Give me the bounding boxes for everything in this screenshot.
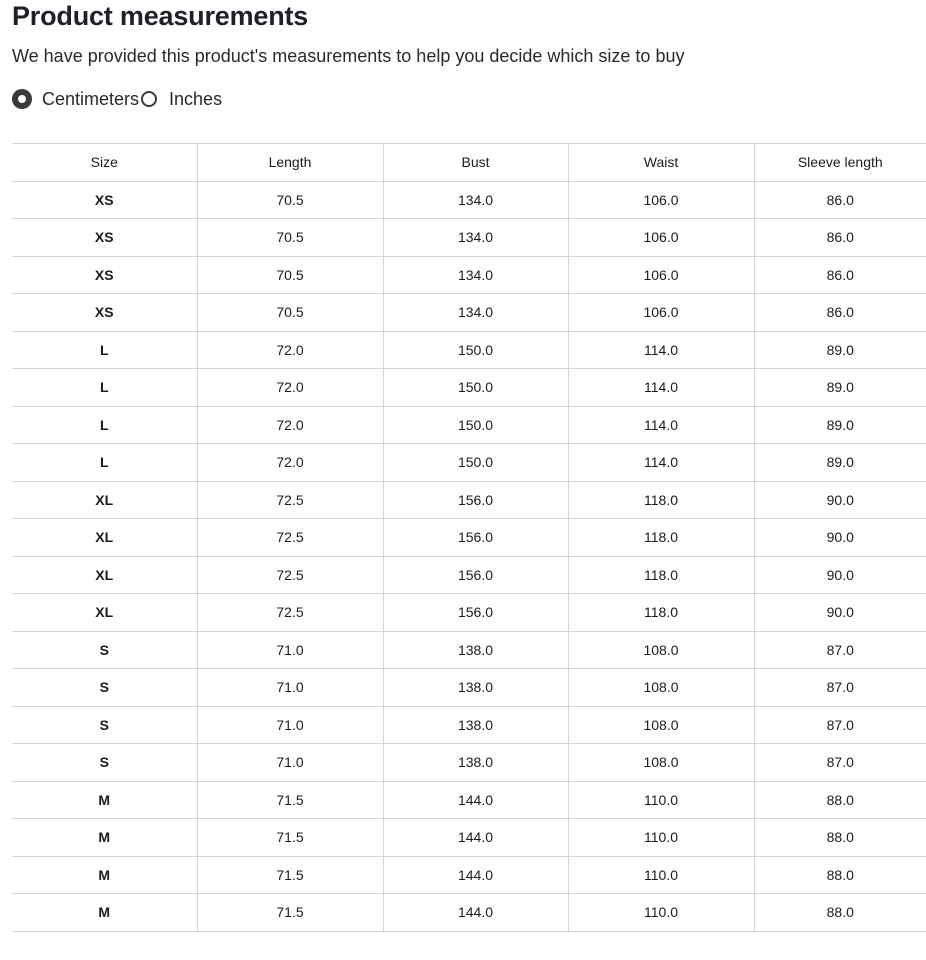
cell-sleeve-length: 89.0 bbox=[754, 406, 926, 444]
cell-bust: 150.0 bbox=[383, 444, 568, 482]
unit-option-label: Inches bbox=[169, 88, 223, 109]
cell-length: 70.5 bbox=[197, 181, 383, 219]
radio-checked-icon[interactable] bbox=[12, 89, 32, 109]
column-header-size: Size bbox=[12, 144, 197, 182]
cell-waist: 118.0 bbox=[568, 519, 754, 557]
radio-unchecked-icon[interactable] bbox=[141, 91, 157, 107]
table-row bbox=[12, 781, 926, 819]
cell-length: 70.5 bbox=[197, 256, 383, 294]
table-row bbox=[12, 181, 926, 219]
cell-length: 72.5 bbox=[197, 481, 383, 519]
cell-bust: 144.0 bbox=[383, 856, 568, 894]
cell-waist: 118.0 bbox=[568, 594, 754, 632]
column-header-waist: Waist bbox=[568, 144, 754, 182]
cell-bust: 150.0 bbox=[383, 406, 568, 444]
column-header-sleeve-length: Sleeve length bbox=[754, 144, 926, 182]
cell-bust: 150.0 bbox=[383, 369, 568, 407]
cell-length: 72.0 bbox=[197, 369, 383, 407]
cell-length: 71.5 bbox=[197, 781, 383, 819]
table-row bbox=[12, 819, 926, 857]
cell-length: 72.5 bbox=[197, 519, 383, 557]
cell-size: S bbox=[12, 706, 197, 744]
cell-size: XL bbox=[12, 481, 197, 519]
measurements-table bbox=[12, 143, 926, 932]
table-row bbox=[12, 519, 926, 557]
cell-length: 71.0 bbox=[197, 744, 383, 782]
table-row bbox=[12, 631, 926, 669]
column-header-length: Length bbox=[197, 144, 383, 182]
cell-size: XL bbox=[12, 594, 197, 632]
cell-bust: 156.0 bbox=[383, 481, 568, 519]
cell-sleeve-length: 89.0 bbox=[754, 369, 926, 407]
unit-option-centimeters[interactable] bbox=[12, 89, 139, 110]
cell-size: XS bbox=[12, 181, 197, 219]
cell-length: 71.0 bbox=[197, 631, 383, 669]
cell-size: M bbox=[12, 894, 197, 932]
cell-waist: 110.0 bbox=[568, 856, 754, 894]
cell-sleeve-length: 87.0 bbox=[754, 706, 926, 744]
column-header-bust: Bust bbox=[383, 144, 568, 182]
cell-bust: 138.0 bbox=[383, 706, 568, 744]
cell-bust: 138.0 bbox=[383, 669, 568, 707]
cell-length: 71.5 bbox=[197, 894, 383, 932]
cell-sleeve-length: 90.0 bbox=[754, 519, 926, 557]
cell-length: 72.0 bbox=[197, 331, 383, 369]
unit-option-label: Centimeters bbox=[42, 88, 140, 109]
table-row bbox=[12, 369, 926, 407]
cell-sleeve-length: 90.0 bbox=[754, 594, 926, 632]
table-row bbox=[12, 594, 926, 632]
cell-waist: 106.0 bbox=[568, 256, 754, 294]
cell-waist: 108.0 bbox=[568, 744, 754, 782]
cell-bust: 134.0 bbox=[383, 181, 568, 219]
cell-bust: 138.0 bbox=[383, 631, 568, 669]
cell-size: S bbox=[12, 744, 197, 782]
cell-size: M bbox=[12, 781, 197, 819]
cell-waist: 110.0 bbox=[568, 781, 754, 819]
cell-waist: 114.0 bbox=[568, 331, 754, 369]
cell-waist: 106.0 bbox=[568, 294, 754, 332]
table-row bbox=[12, 406, 926, 444]
table-row bbox=[12, 856, 926, 894]
cell-size: XL bbox=[12, 556, 197, 594]
cell-sleeve-length: 90.0 bbox=[754, 556, 926, 594]
cell-sleeve-length: 89.0 bbox=[754, 331, 926, 369]
cell-bust: 134.0 bbox=[383, 294, 568, 332]
cell-length: 71.0 bbox=[197, 669, 383, 707]
cell-sleeve-length: 90.0 bbox=[754, 481, 926, 519]
cell-bust: 144.0 bbox=[383, 894, 568, 932]
cell-waist: 114.0 bbox=[568, 406, 754, 444]
cell-bust: 150.0 bbox=[383, 331, 568, 369]
cell-size: M bbox=[12, 856, 197, 894]
cell-sleeve-length: 86.0 bbox=[754, 256, 926, 294]
cell-length: 70.5 bbox=[197, 294, 383, 332]
table-row bbox=[12, 556, 926, 594]
cell-size: L bbox=[12, 331, 197, 369]
cell-size: XS bbox=[12, 256, 197, 294]
table-row bbox=[12, 331, 926, 369]
cell-sleeve-length: 86.0 bbox=[754, 294, 926, 332]
cell-length: 71.5 bbox=[197, 856, 383, 894]
cell-bust: 144.0 bbox=[383, 781, 568, 819]
cell-waist: 106.0 bbox=[568, 181, 754, 219]
cell-bust: 144.0 bbox=[383, 819, 568, 857]
cell-bust: 134.0 bbox=[383, 256, 568, 294]
table-row bbox=[12, 294, 926, 332]
cell-length: 70.5 bbox=[197, 219, 383, 257]
cell-waist: 114.0 bbox=[568, 444, 754, 482]
cell-waist: 110.0 bbox=[568, 819, 754, 857]
cell-size: S bbox=[12, 669, 197, 707]
cell-length: 71.0 bbox=[197, 706, 383, 744]
cell-size: L bbox=[12, 406, 197, 444]
table-header-row bbox=[12, 144, 926, 182]
cell-waist: 108.0 bbox=[568, 669, 754, 707]
cell-bust: 156.0 bbox=[383, 519, 568, 557]
unit-toggle bbox=[12, 88, 222, 110]
cell-length: 72.5 bbox=[197, 556, 383, 594]
cell-size: M bbox=[12, 819, 197, 857]
cell-size: L bbox=[12, 444, 197, 482]
cell-length: 72.0 bbox=[197, 444, 383, 482]
cell-waist: 108.0 bbox=[568, 631, 754, 669]
cell-waist: 106.0 bbox=[568, 219, 754, 257]
cell-bust: 138.0 bbox=[383, 744, 568, 782]
page-subtitle: We have provided this product's measurements to help you decide which size to buy bbox=[12, 46, 685, 66]
cell-size: L bbox=[12, 369, 197, 407]
cell-bust: 156.0 bbox=[383, 556, 568, 594]
cell-waist: 110.0 bbox=[568, 894, 754, 932]
cell-waist: 114.0 bbox=[568, 369, 754, 407]
cell-sleeve-length: 89.0 bbox=[754, 444, 926, 482]
cell-size: XL bbox=[12, 519, 197, 557]
unit-option-inches[interactable] bbox=[139, 89, 222, 110]
cell-sleeve-length: 87.0 bbox=[754, 744, 926, 782]
table-row bbox=[12, 444, 926, 482]
cell-sleeve-length: 87.0 bbox=[754, 631, 926, 669]
cell-sleeve-length: 86.0 bbox=[754, 181, 926, 219]
cell-sleeve-length: 88.0 bbox=[754, 856, 926, 894]
cell-sleeve-length: 88.0 bbox=[754, 781, 926, 819]
cell-waist: 118.0 bbox=[568, 481, 754, 519]
cell-waist: 108.0 bbox=[568, 706, 754, 744]
table-row bbox=[12, 256, 926, 294]
table-row bbox=[12, 744, 926, 782]
table-body bbox=[12, 181, 926, 931]
cell-bust: 156.0 bbox=[383, 594, 568, 632]
table-row bbox=[12, 481, 926, 519]
cell-waist: 118.0 bbox=[568, 556, 754, 594]
cell-sleeve-length: 88.0 bbox=[754, 894, 926, 932]
cell-size: XS bbox=[12, 294, 197, 332]
cell-sleeve-length: 86.0 bbox=[754, 219, 926, 257]
table-row bbox=[12, 669, 926, 707]
cell-sleeve-length: 87.0 bbox=[754, 669, 926, 707]
cell-bust: 134.0 bbox=[383, 219, 568, 257]
cell-length: 72.0 bbox=[197, 406, 383, 444]
cell-size: S bbox=[12, 631, 197, 669]
table-row bbox=[12, 219, 926, 257]
cell-length: 71.5 bbox=[197, 819, 383, 857]
cell-sleeve-length: 88.0 bbox=[754, 819, 926, 857]
cell-size: XS bbox=[12, 219, 197, 257]
table-row bbox=[12, 894, 926, 932]
cell-length: 72.5 bbox=[197, 594, 383, 632]
page-title: Product measurements bbox=[12, 1, 309, 31]
table-row bbox=[12, 706, 926, 744]
